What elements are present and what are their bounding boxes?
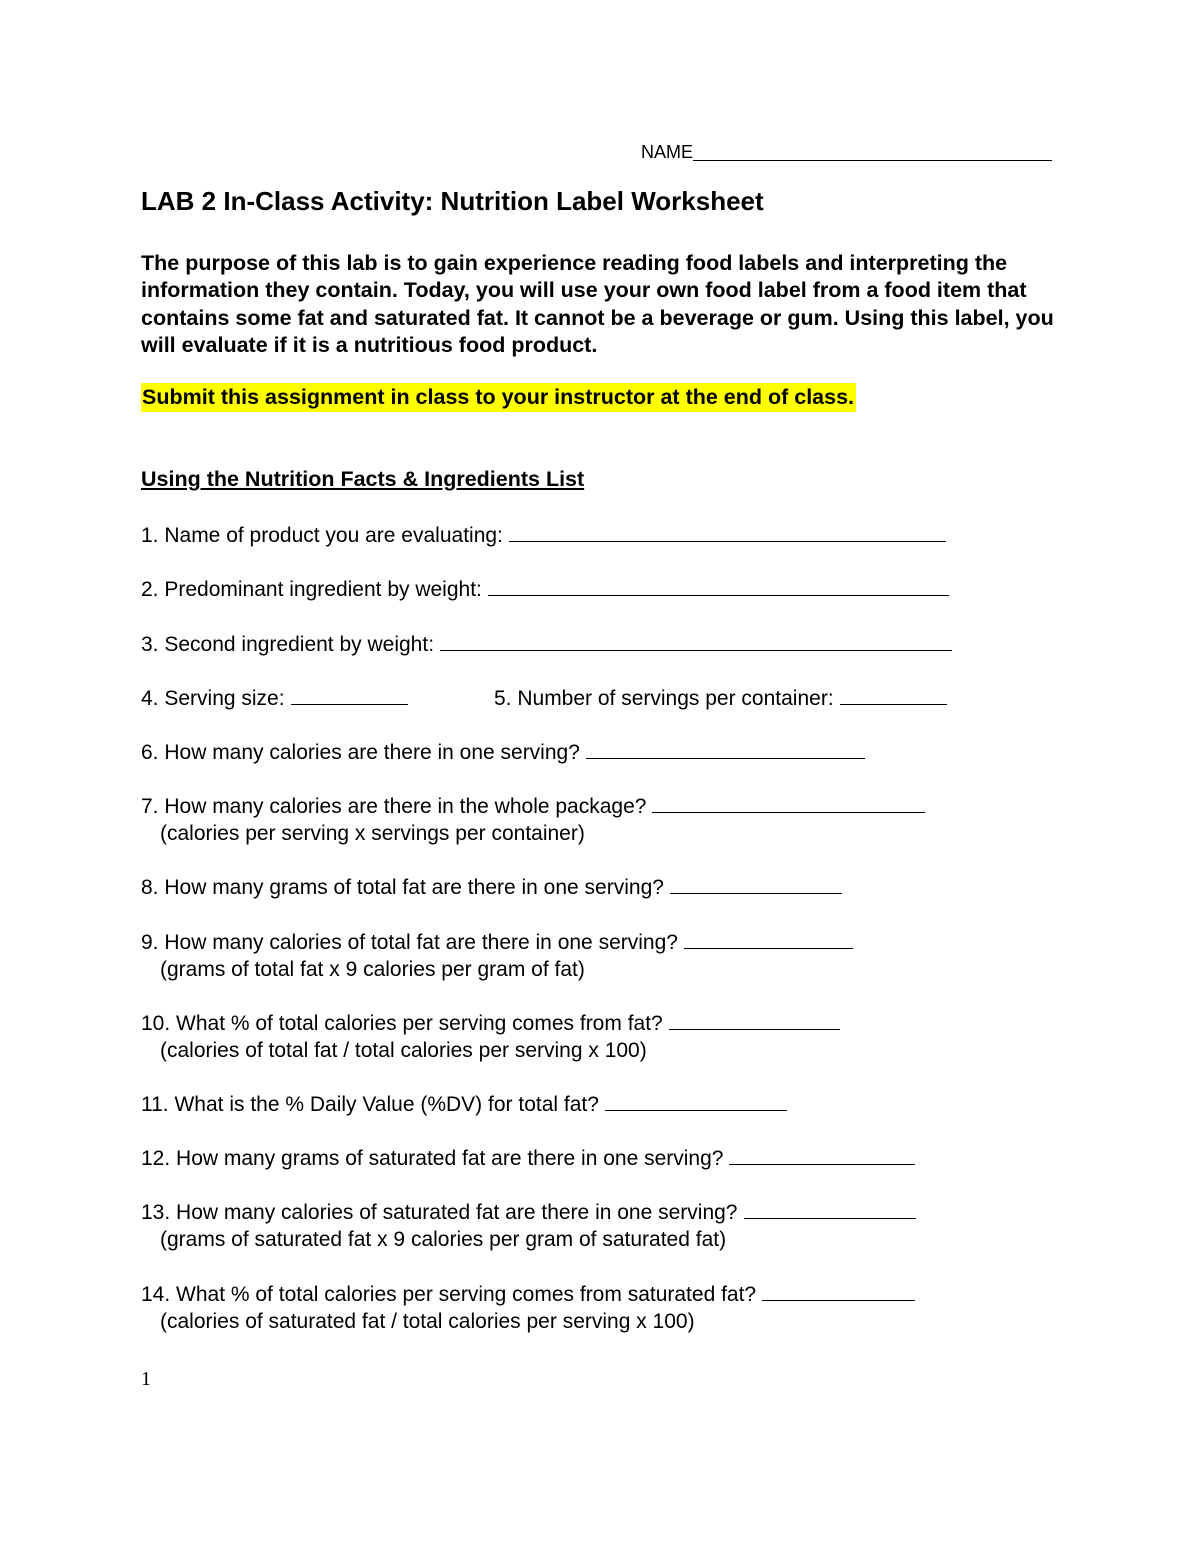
answer-5-blank[interactable] (840, 684, 947, 705)
question-5-text: 5. Number of servings per container: (494, 687, 834, 710)
name-blank[interactable] (693, 142, 1052, 161)
answer-6-blank[interactable] (586, 738, 865, 759)
answer-2-blank[interactable] (488, 575, 949, 596)
section-heading: Using the Nutrition Facts & Ingredients List (141, 467, 585, 491)
question-14-note: (calories of saturated fat / total calories per serving x 100) (160, 1310, 695, 1333)
question-4-text: 4. Serving size: (141, 687, 285, 710)
question-6-text: 6. How many calories are there in one serving? (141, 741, 580, 764)
question-3-text: 3. Second ingredient by weight: (141, 633, 435, 656)
submit-note-text: Submit this assignment in class to your instructor at the end of class. (141, 383, 856, 412)
question-14 (141, 1280, 915, 1335)
question-10 (141, 1009, 840, 1064)
question-10-note: (calories of total fat / total calories per serving x 100) (160, 1039, 647, 1062)
purpose-paragraph: The purpose of this lab is to gain experience reading food labels and interpreting the information they contain. Today, you will use your own food label from a food item that contains some fat and saturated fat. It cannot be a beverage or gum. Using this label, you will evaluate if it is a nutritious food product. (141, 251, 1054, 357)
answer-1-blank[interactable] (509, 521, 946, 542)
answer-4-blank[interactable] (291, 684, 408, 705)
question-9-note: (grams of total fat x 9 calories per gram of fat) (160, 958, 585, 981)
question-7-note: (calories per serving x servings per container) (160, 822, 585, 845)
question-12-text: 12. How many grams of saturated fat are there in one serving? (141, 1147, 724, 1170)
name-field[interactable] (641, 142, 1052, 163)
question-13 (141, 1198, 916, 1253)
answer-8-blank[interactable] (670, 873, 842, 894)
answer-12-blank[interactable] (729, 1144, 915, 1165)
question-2 (141, 575, 949, 603)
question-1-text: 1. Name of product you are evaluating: (141, 524, 503, 547)
question-8 (141, 873, 842, 901)
answer-11-blank[interactable] (605, 1090, 787, 1111)
page-title: LAB 2 In-Class Activity: Nutrition Label Worksheet (141, 186, 764, 216)
question-8-text: 8. How many grams of total fat are there in one serving? (141, 876, 664, 899)
answer-10-blank[interactable] (669, 1009, 840, 1030)
answer-7-blank[interactable] (652, 792, 925, 813)
question-9-text: 9. How many calories of total fat are there in one serving? (141, 931, 678, 954)
question-3 (141, 630, 952, 658)
question-2-text: 2. Predominant ingredient by weight: (141, 578, 482, 601)
question-5 (494, 684, 947, 712)
name-label: NAME (641, 142, 694, 162)
question-13-note: (grams of saturated fat x 9 calories per gram of saturated fat) (160, 1228, 727, 1251)
question-11 (141, 1090, 787, 1118)
question-7 (141, 792, 925, 847)
question-7-text: 7. How many calories are there in the whole package? (141, 795, 647, 818)
question-9 (141, 928, 853, 983)
question-6 (141, 738, 865, 766)
question-11-text: 11. What is the % Daily Value (%DV) for total fat? (141, 1093, 599, 1116)
question-13-text: 13. How many calories of saturated fat are there in one serving? (141, 1201, 738, 1224)
question-12 (141, 1144, 915, 1172)
question-14-text: 14. What % of total calories per serving comes from saturated fat? (141, 1283, 757, 1306)
submit-note (141, 385, 856, 410)
answer-3-blank[interactable] (440, 630, 952, 651)
question-10-text: 10. What % of total calories per serving comes from fat? (141, 1012, 663, 1035)
question-1 (141, 521, 946, 549)
answer-13-blank[interactable] (744, 1198, 916, 1219)
question-4 (141, 684, 408, 712)
page-number: 1 (141, 1368, 151, 1390)
answer-9-blank[interactable] (684, 928, 853, 949)
answer-14-blank[interactable] (762, 1280, 915, 1301)
